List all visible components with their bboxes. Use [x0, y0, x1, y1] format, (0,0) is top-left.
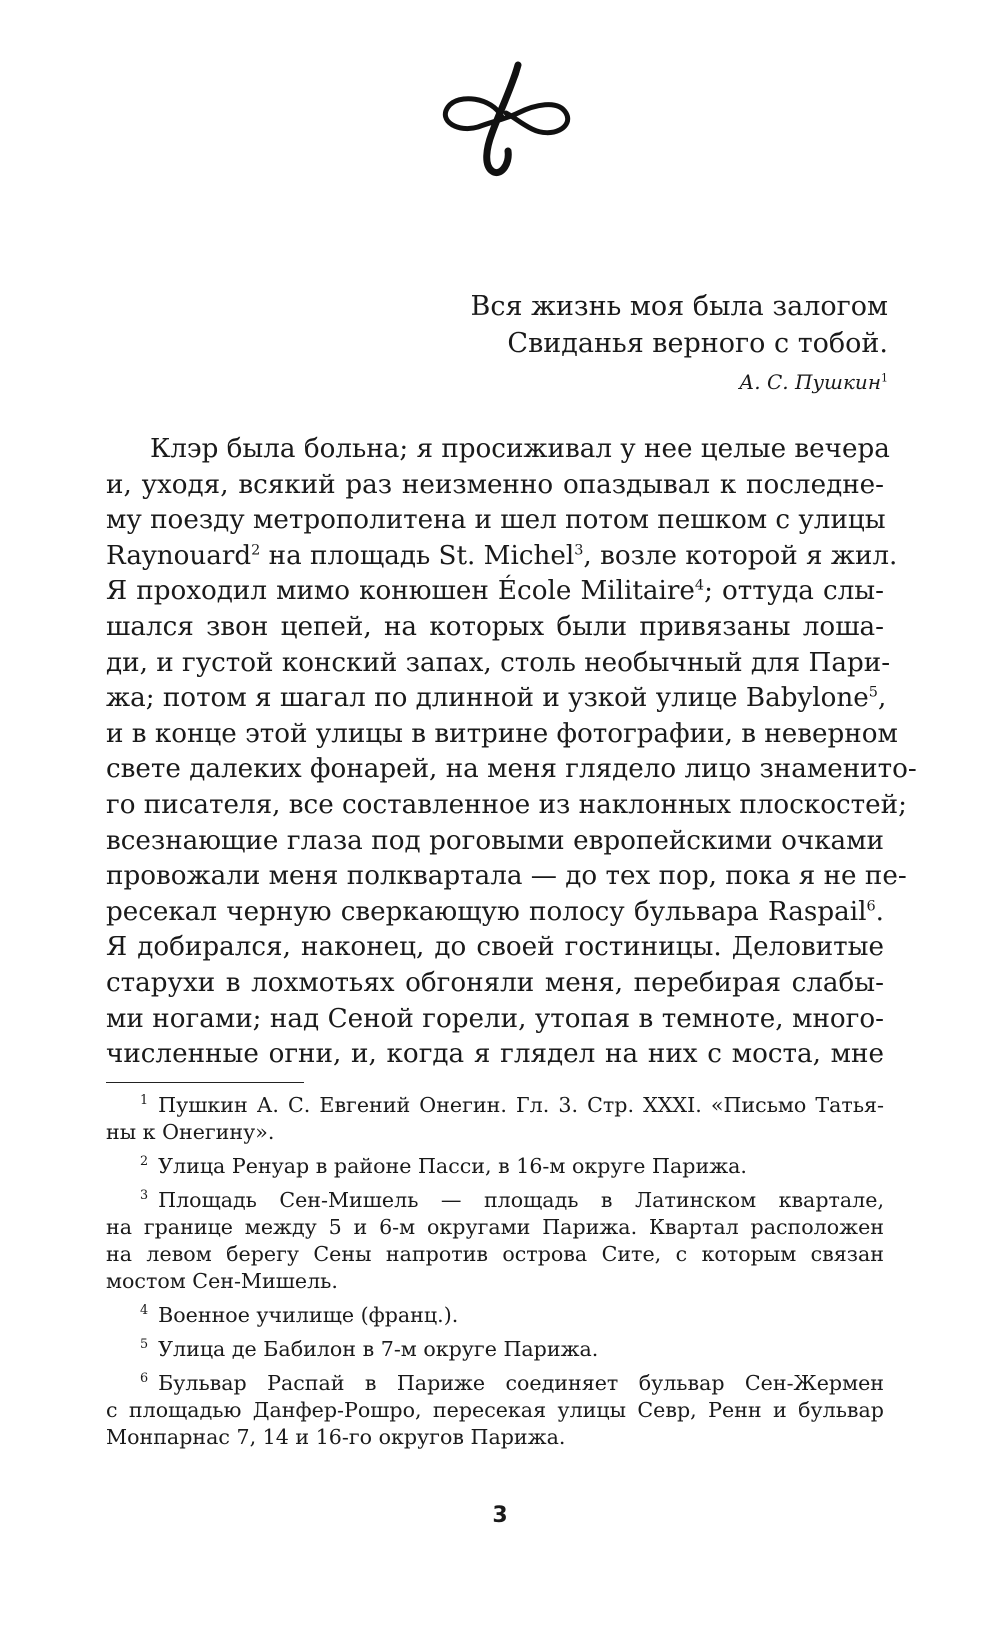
- footnote-ref: 4: [694, 577, 705, 594]
- text-segment: , возле которой я жил.: [583, 540, 898, 571]
- footnote-line: [106, 1370, 884, 1397]
- footnote-ref: 1: [881, 371, 888, 385]
- text-segment: шался звон цепей, на которых были привязаны лоша-: [106, 611, 884, 642]
- page-number: 3: [492, 1503, 508, 1528]
- text-segment: ; оттуда слы-: [704, 576, 884, 607]
- footnote-line: [106, 1424, 884, 1451]
- epigraph: [471, 288, 889, 395]
- text-segment: всезнающие глаза под роговыми европейскими очками: [106, 825, 884, 856]
- footnote: [106, 1302, 884, 1329]
- footnote-number: 6: [140, 1371, 149, 1387]
- footnote-line: [106, 1302, 884, 1329]
- footnote-line: [106, 1397, 884, 1424]
- footnote-ref: 5: [868, 684, 878, 701]
- text-segment: провожали меня полквартала — до тех пор, пока я не пе-: [106, 861, 907, 892]
- text-line: [106, 788, 907, 824]
- main-text: [106, 432, 917, 1073]
- text-segment: ми ногами; над Сеной горели, утопая в темноте, много-: [106, 1003, 884, 1034]
- footnote-line: [106, 1241, 884, 1268]
- epigraph-line: Свиданья верного с тобой.: [507, 328, 888, 359]
- text-line: [106, 503, 884, 539]
- epigraph-author-name: А. С. Пушкин: [739, 370, 881, 394]
- text-line: [106, 574, 884, 610]
- epigraph-line: Вся жизнь моя была залогом: [470, 291, 888, 322]
- footnote-text: Монпарнас 7, 14 и 16-го округов Парижа.: [106, 1425, 566, 1449]
- text-segment: Я добирался, наконец, до своей гостиницы. Деловитые: [106, 932, 884, 963]
- footnote-ref: 6: [866, 897, 876, 914]
- text-segment: го писателя, все составленное из наклонных плоскостей;: [106, 789, 907, 820]
- footnote: [106, 1153, 884, 1180]
- text-line: [106, 646, 891, 682]
- footnote-number: 2: [140, 1154, 149, 1170]
- text-segment: и, уходя, всякий раз неизменно опаздывал к последне-: [106, 469, 884, 500]
- footnote-text: Пушкин А. С. Евгений Онегин. Гл. 3. Стр. XXXI. «Письмо Татья-: [158, 1093, 884, 1117]
- text-segment: старухи в лохмотьях обгоняли меня, перебирая слабы-: [106, 967, 884, 998]
- text-line: [106, 930, 884, 966]
- footnote-line: [106, 1119, 884, 1146]
- footnote-line: [106, 1336, 884, 1363]
- footnote-number: 3: [140, 1188, 149, 1204]
- text-segment: численные огни, и, когда я глядел на них с моста, мне: [106, 1039, 884, 1070]
- footnote-text: Улица де Бабилон в 7-м округе Парижа.: [158, 1337, 599, 1361]
- footnote-line: [106, 1092, 884, 1119]
- footnote-number: 4: [140, 1303, 149, 1319]
- footnote-text: Площадь Сен-Мишель — площадь в Латинском квартале,: [158, 1188, 884, 1212]
- footnote-text: ны к Онегину».: [106, 1120, 275, 1144]
- footnote-number: 5: [140, 1337, 149, 1353]
- text-line: [106, 752, 917, 788]
- text-segment: .: [875, 896, 884, 927]
- text-segment: на площадь St. Michel: [260, 540, 575, 571]
- footnote-ref: 3: [574, 542, 584, 559]
- footnote-text: на границе между 5 и 6-м округами Парижа. Квартал расположен: [106, 1215, 884, 1239]
- footnote: [106, 1092, 884, 1146]
- text-line: [106, 895, 884, 931]
- text-line: [106, 1037, 884, 1073]
- text-line: [106, 1002, 884, 1038]
- footnote-number: 1: [140, 1093, 149, 1109]
- text-segment: му поезду метрополитена и шел потом пешком с улицы: [106, 505, 886, 536]
- text-segment: ресекал черную сверкающую полосу бульвара Raspail: [106, 896, 867, 927]
- footnote: [106, 1187, 884, 1295]
- text-segment: свете далеких фонарей, на меня глядело лицо знаменито-: [106, 754, 917, 785]
- footnote-text: мостом Сен-Мишель.: [106, 1269, 338, 1293]
- text-segment: ди, и густой конский запах, столь необычный для Пари-: [106, 647, 891, 678]
- text-line: [106, 824, 884, 860]
- footnote-text: на левом берегу Сены напротив острова Сите, с которым связан: [106, 1242, 884, 1266]
- footnote: [106, 1370, 884, 1451]
- footnote-line: [106, 1268, 884, 1295]
- text-line: [106, 610, 884, 646]
- footnote-line: [106, 1153, 884, 1180]
- text-line: [106, 681, 887, 717]
- text-segment: Я проходил мимо конюшен École Militaire: [106, 576, 695, 607]
- decorative-flourish-icon: [430, 55, 580, 185]
- text-line: [106, 468, 884, 504]
- footnote-text: с площадью Данфер-Рошро, пересекая улицы Севр, Ренн и бульвар: [106, 1398, 884, 1422]
- footnote-ref: 2: [251, 542, 261, 559]
- footnote-text: Бульвар Распай в Париже соединяет бульвар Сен-Жермен: [158, 1371, 884, 1395]
- footnote: [106, 1336, 884, 1363]
- footnote-text: Военное училище (франц.).: [158, 1303, 459, 1327]
- footnote-line: [106, 1187, 884, 1214]
- text-segment: Клэр была больна; я просиживал у нее целые вечера: [150, 434, 890, 464]
- footnote-line: [106, 1214, 884, 1241]
- text-line: [106, 966, 884, 1002]
- footnote-divider: [106, 1082, 304, 1083]
- text-line: [106, 717, 898, 753]
- text-segment: и в конце этой улицы в витрине фотографии, в неверном: [106, 718, 898, 749]
- epigraph-author: [471, 369, 889, 395]
- text-segment: Raynouard: [106, 540, 252, 571]
- text-line: [106, 859, 907, 895]
- footnotes: [106, 1092, 884, 1458]
- text-line: [106, 539, 898, 575]
- text-line: [106, 432, 890, 468]
- footnote-text: Улица Ренуар в районе Пасси, в 16-м округе Парижа.: [158, 1154, 747, 1178]
- text-segment: жа; потом я шагал по длинной и узкой улице Babylone: [106, 683, 869, 714]
- text-segment: ,: [877, 683, 887, 714]
